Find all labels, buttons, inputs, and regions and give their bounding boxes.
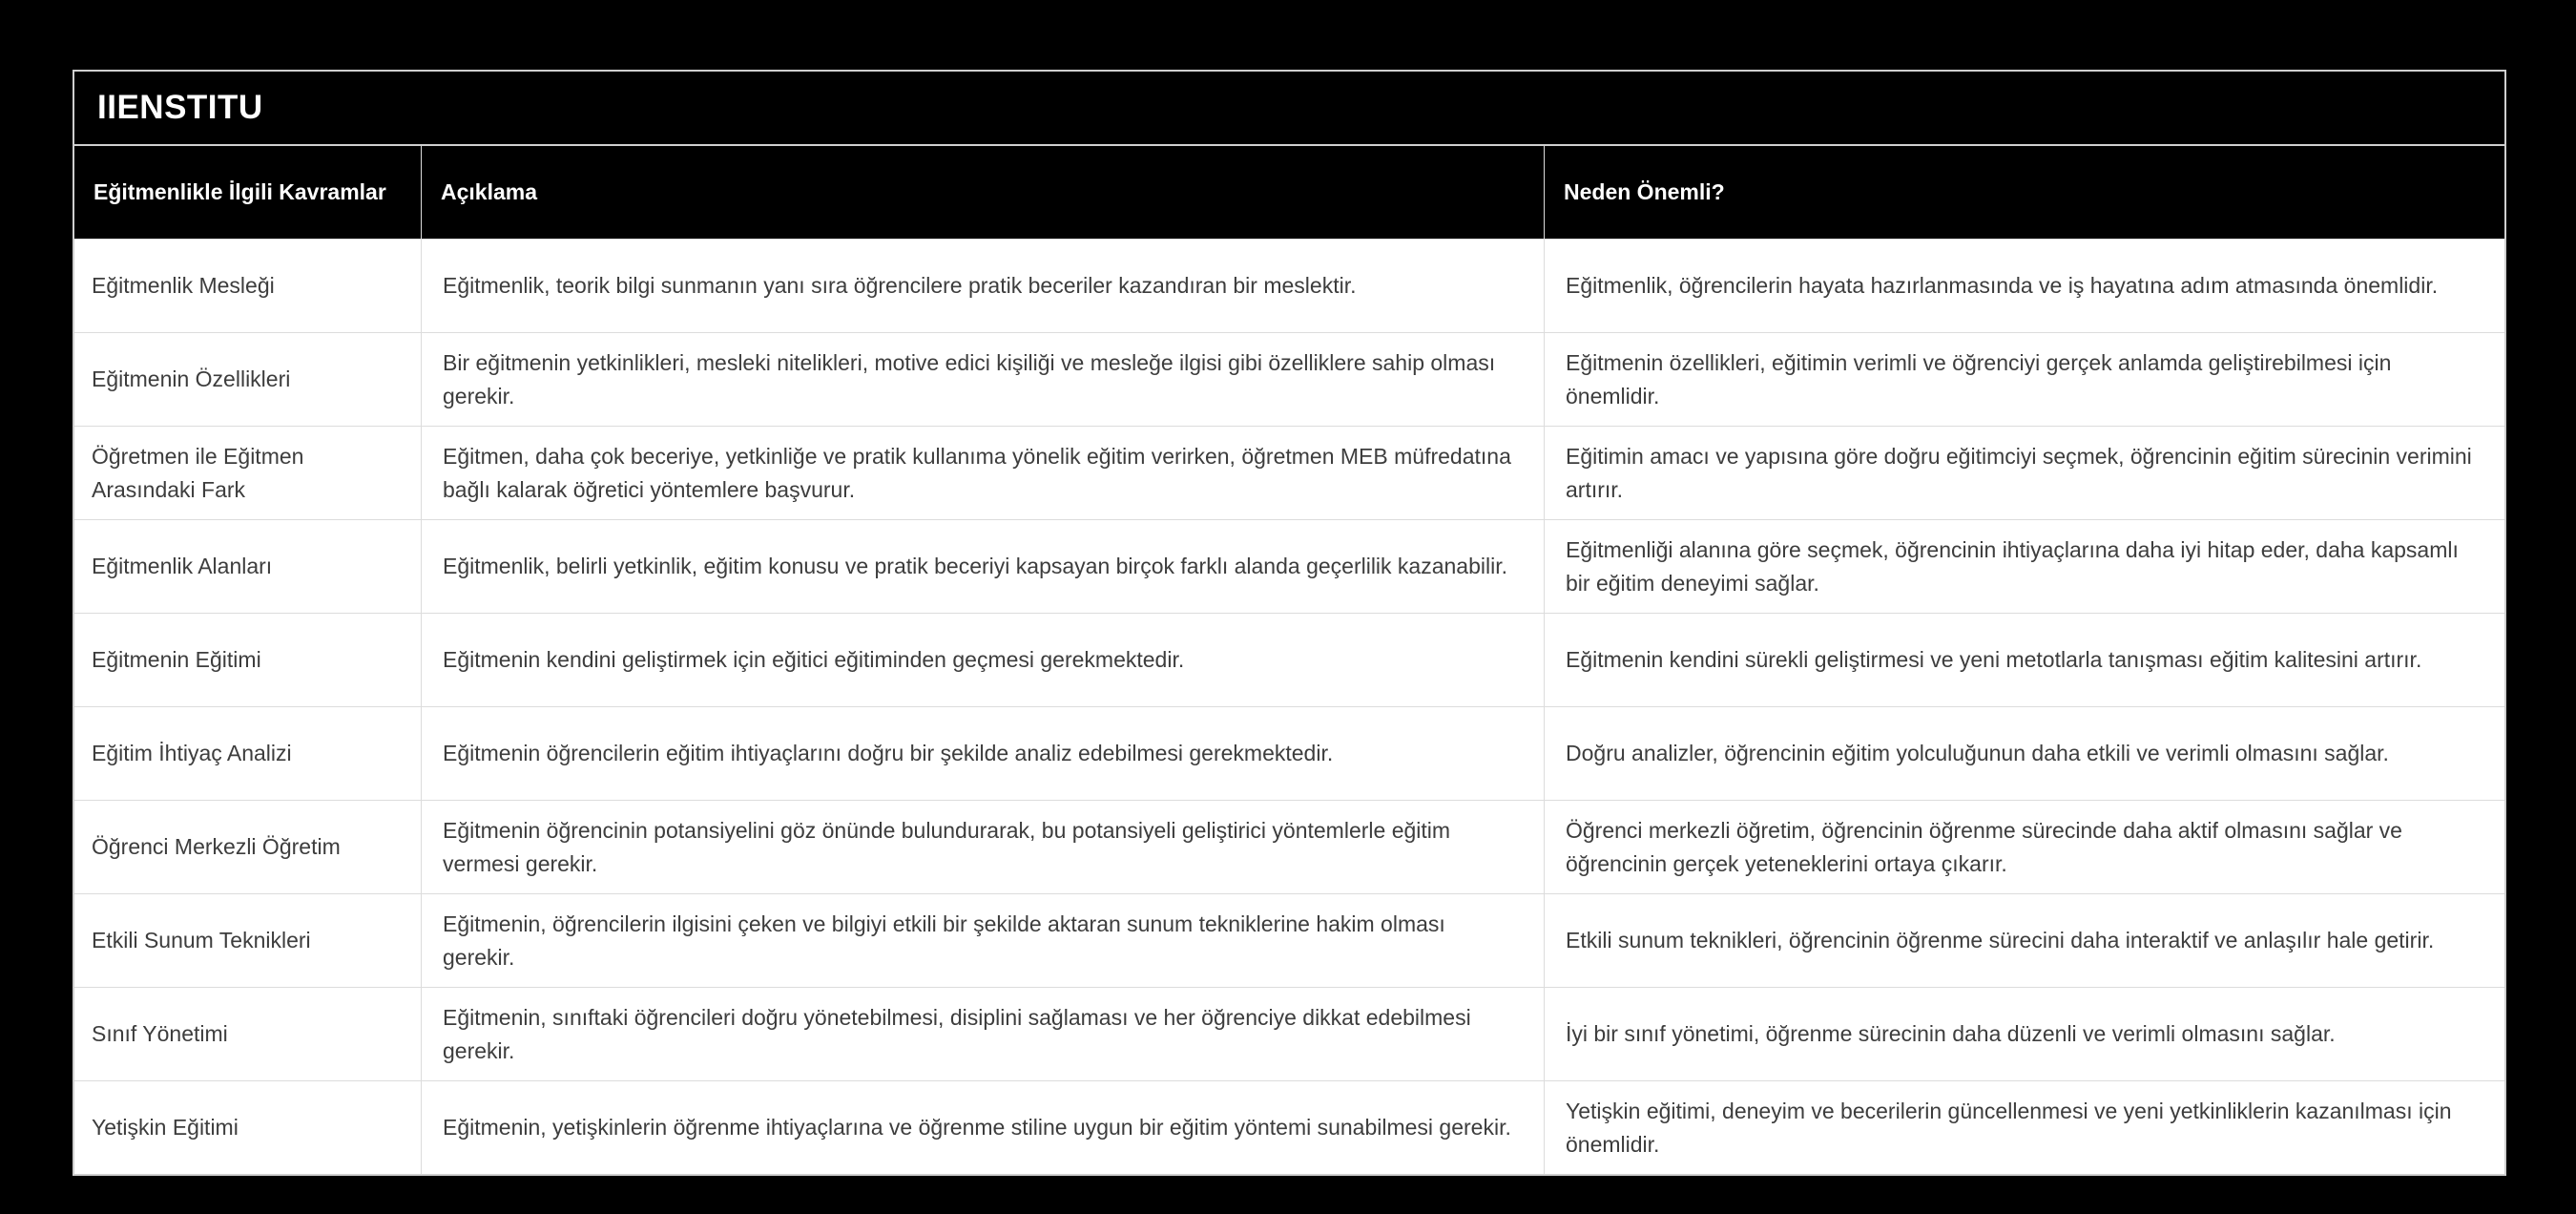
- cell-importance: Eğitmenlik, öğrencilerin hayata hazırlanmasında ve iş hayatına adım atmasında önemlidir.: [1544, 240, 2504, 332]
- cell-concept: Eğitmenin Özellikleri: [92, 366, 291, 391]
- table-header-row: [74, 146, 2504, 240]
- table-row: [74, 987, 2504, 1080]
- table-body: [74, 240, 2504, 1174]
- cell-description: Eğitmenin öğrencinin potansiyelini göz önünde bulundurarak, bu potansiyeli geliştirici yöntemlerle eğitim vermesi gerekir.: [421, 801, 1544, 893]
- cell-concept: Eğitmenin Eğitimi: [92, 647, 261, 672]
- cell-importance: Etkili sunum teknikleri, öğrencinin öğrenme sürecini daha interaktif ve anlaşılır hale getirir.: [1544, 894, 2504, 987]
- cell-concept: Eğitim İhtiyaç Analizi: [92, 741, 292, 765]
- cell-description: Eğitmenlik, belirli yetkinlik, eğitim konusu ve pratik beceriyi kapsayan birçok farklı alanda geçerlilik kazanabilir.: [421, 520, 1544, 613]
- brand-title: IIENSTITU: [97, 89, 263, 126]
- cell-concept: Eğitmenlik Alanları: [92, 554, 273, 578]
- cell-description: Eğitmenin kendini geliştirmek için eğitici eğitiminden geçmesi gerekmektedir.: [421, 614, 1544, 706]
- brand-bar: [74, 72, 2504, 146]
- content-panel: [73, 70, 2506, 1176]
- cell-concept: Eğitmenlik Mesleği: [92, 273, 275, 298]
- cell-description: Bir eğitmenin yetkinlikleri, mesleki nitelikleri, motive edici kişiliği ve mesleğe ilgisi gibi özelliklere sahip olması gerekir.: [421, 333, 1544, 426]
- table-row: [74, 1080, 2504, 1174]
- cell-importance: Yetişkin eğitimi, deneyim ve becerilerin güncellenmesi ve yeni yetkinliklerin kazanılması için önemlidir.: [1544, 1081, 2504, 1174]
- table-row: [74, 426, 2504, 519]
- cell-concept: Etkili Sunum Teknikleri: [92, 928, 311, 952]
- header-cell-concepts: Eğitmenlikle İlgili Kavramlar: [93, 179, 386, 204]
- cell-importance: Eğitmenliği alanına göre seçmek, öğrencinin ihtiyaçlarına daha iyi hitap eder, daha kapsamlı bir eğitim deneyimi sağlar.: [1544, 520, 2504, 613]
- header-cell-why-important: Neden Önemli?: [1544, 146, 2504, 239]
- table-row: [74, 519, 2504, 613]
- cell-importance: Eğitmenin kendini sürekli geliştirmesi ve yeni metotlarla tanışması eğitim kalitesini artırır.: [1544, 614, 2504, 706]
- cell-description: Eğitmenin, öğrencilerin ilgisini çeken ve bilgiyi etkili bir şekilde aktaran sunum tekniklerine hakim olması gerekir.: [421, 894, 1544, 987]
- cell-description: Eğitmenin, yetişkinlerin öğrenme ihtiyaçlarına ve öğrenme stiline uygun bir eğitim yöntemi sunabilmesi gerekir.: [421, 1081, 1544, 1174]
- header-cell-description: Açıklama: [421, 146, 1544, 239]
- cell-importance: Eğitmenin özellikleri, eğitimin verimli ve öğrenciyi gerçek anlamda geliştirebilmesi için önemlidir.: [1544, 333, 2504, 426]
- table-row: [74, 800, 2504, 893]
- cell-concept: Sınıf Yönetimi: [92, 1021, 228, 1046]
- cell-importance: İyi bir sınıf yönetimi, öğrenme sürecinin daha düzenli ve verimli olmasını sağlar.: [1544, 988, 2504, 1080]
- cell-concept: Öğretmen ile Eğitmen Arasındaki Fark: [92, 443, 304, 502]
- cell-importance: Öğrenci merkezli öğretim, öğrencinin öğrenme sürecinde daha aktif olmasını sağlar ve öğrencinin gerçek yeteneklerini ortaya çıkarır.: [1544, 801, 2504, 893]
- table-row: [74, 240, 2504, 332]
- cell-concept: Öğrenci Merkezli Öğretim: [92, 834, 341, 859]
- table-row: [74, 706, 2504, 800]
- table-row: [74, 332, 2504, 426]
- cell-concept: Yetişkin Eğitimi: [92, 1115, 239, 1140]
- cell-description: Eğitmenin öğrencilerin eğitim ihtiyaçlarını doğru bir şekilde analiz edebilmesi gerekmektedir.: [421, 707, 1544, 800]
- cell-importance: Eğitimin amacı ve yapısına göre doğru eğitimciyi seçmek, öğrencinin eğitim sürecinin verimini artırır.: [1544, 427, 2504, 519]
- table-row: [74, 893, 2504, 987]
- table-row: [74, 613, 2504, 706]
- cell-description: Eğitmenin, sınıftaki öğrencileri doğru yönetebilmesi, disiplini sağlaması ve her öğrenciye dikkat edebilmesi gerekir.: [421, 988, 1544, 1080]
- cell-importance: Doğru analizler, öğrencinin eğitim yolculuğunun daha etkili ve verimli olmasını sağlar.: [1544, 707, 2504, 800]
- cell-description: Eğitmen, daha çok beceriye, yetkinliğe ve pratik kullanıma yönelik eğitim verirken, öğretmen MEB müfredatına bağlı kalarak öğretici yöntemlere başvurur.: [421, 427, 1544, 519]
- cell-description: Eğitmenlik, teorik bilgi sunmanın yanı sıra öğrencilere pratik beceriler kazandıran bir meslektir.: [421, 240, 1544, 332]
